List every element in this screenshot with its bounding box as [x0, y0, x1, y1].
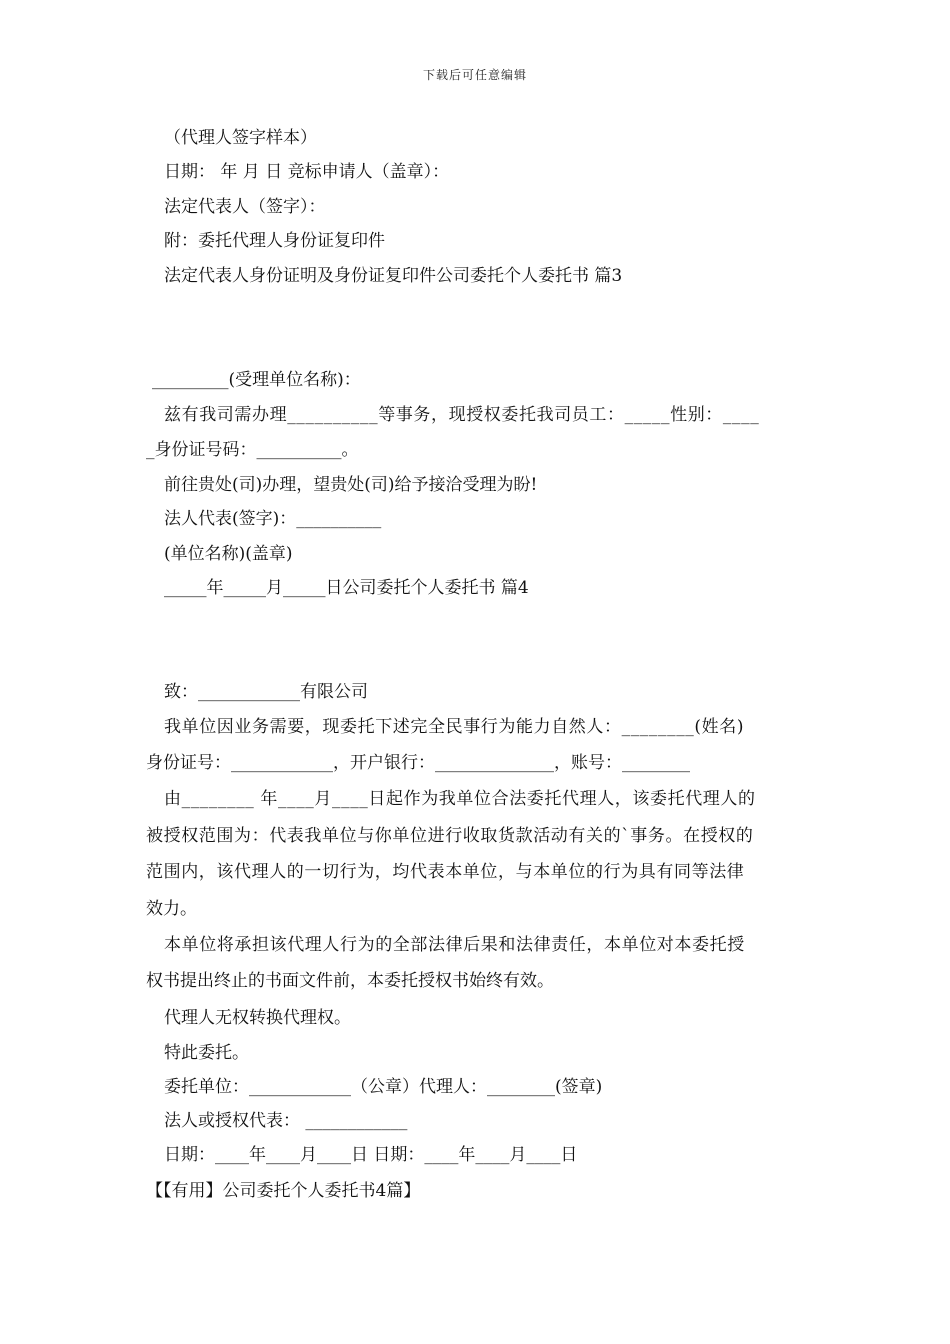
no-transfer-line: 代理人无权转换代理权。 [164, 1008, 351, 1028]
section-heading-4: _____年_____月_____日公司委托个人委托书 篇4 [164, 578, 529, 598]
hereby-line: 特此委托。 [164, 1043, 249, 1063]
header-note: 下载后可任意编辑 [422, 68, 527, 82]
legal-sign-line: 法人代表(签字)：__________ [164, 509, 382, 529]
legal-or-rep-line: 法人或授权代表： ____________ [164, 1111, 408, 1131]
date-applicant-line: 日期： 年 月 日 竞标申请人（盖章）： [164, 162, 450, 182]
sample-signature-line: （代理人签字样本） [164, 128, 317, 148]
paragraph-1-line-2: 身份证号：____________，开户银行：______________，账号：________ [146, 753, 690, 773]
recipient-line: _________(受理单位名称)： [152, 370, 361, 390]
paragraph-3-line-1: 本单位将承担该代理人行为的全部法律后果和法律责任，本单位对本委托授 [164, 935, 745, 955]
paragraph-3-line-2: 权书提出终止的书面文件前，本委托授权书始终有效。 [146, 971, 554, 991]
to-company-line: 致：____________有限公司 [164, 682, 368, 702]
authorization-line-1: 兹有我司需办理__________等事务，现授权委托我司员工：_____性别：____ [164, 405, 760, 425]
signature-line: 委托单位：____________（公章）代理人：________(签章) [164, 1077, 603, 1097]
section-heading-3: 法定代表人身份证明及身份证复印件公司委托个人委托书 篇3 [164, 266, 623, 286]
paragraph-2-line-3: 范围内，该代理人的一切行为，均代表本单位，与本单位的行为具有同等法律 [146, 862, 745, 882]
authorization-line-3: 前往贵处(司)办理，望贵处(司)给予接洽受理为盼! [164, 475, 538, 495]
paragraph-1-line-1: 我单位因业务需要，现委托下述完全民事行为能力自然人：________(姓名) [164, 717, 745, 737]
date-line: 日期：____年____月____日 日期：____年____月____日 [164, 1145, 578, 1165]
paragraph-2-line-2: 被授权范围为：代表我单位与你单位进行收取货款活动有关的`事务。在授权的 [146, 826, 754, 846]
unit-seal-line: (单位名称)(盖章) [164, 544, 293, 564]
paragraph-2-line-1: 由________ 年____月____日起作为我单位合法委托代理人，该委托代理人的 [164, 789, 756, 809]
legal-rep-line: 法定代表人（签字）： [164, 197, 326, 217]
footer-title: 【【有用】公司委托个人委托书4篇】 [146, 1181, 421, 1201]
authorization-line-2: _身份证号码：__________。 [146, 440, 359, 460]
paragraph-2-line-4: 效力。 [146, 899, 197, 919]
attachment-line: 附：委托代理人身份证复印件 [164, 231, 385, 251]
